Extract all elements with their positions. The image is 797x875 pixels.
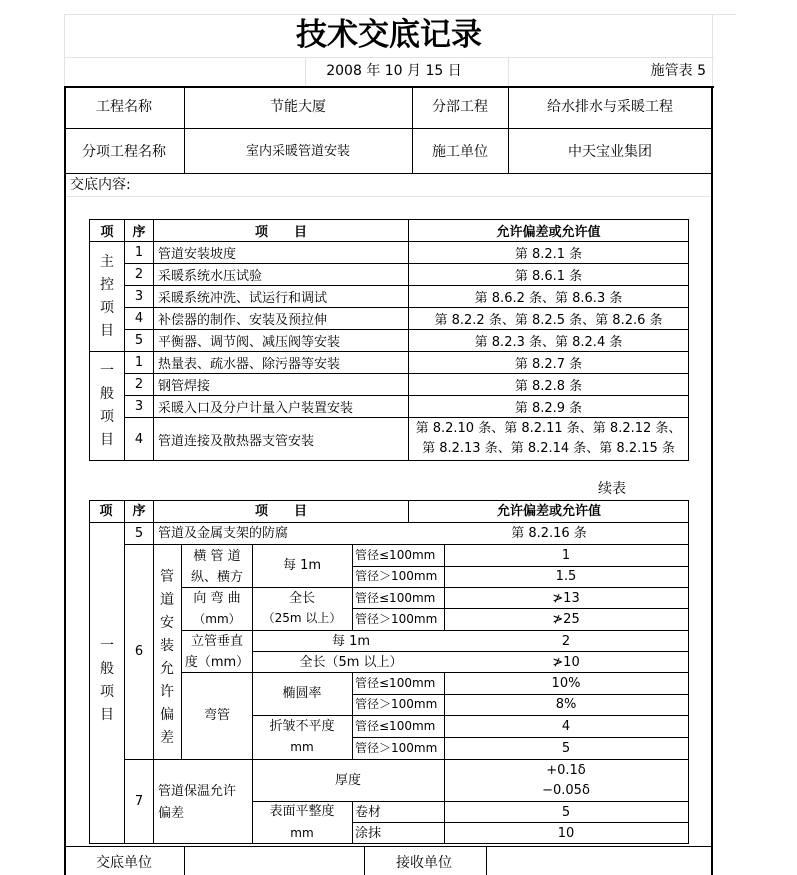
table2-header-item: 项 目: [254, 504, 308, 519]
horiz-label-line: 纵、横方: [190, 570, 244, 585]
table-row-no: 4: [125, 418, 154, 461]
dia-le-label: 管径≤100mm: [355, 719, 436, 733]
per-1m-label: 每 1m: [282, 558, 322, 573]
table1-header-value: 允许偏差或允许值: [409, 220, 689, 242]
table-row-value: 第 8.2.3 条、第 8.2.4 条: [409, 330, 689, 352]
content-label: 交底内容:: [70, 177, 131, 193]
bend-value: 8%: [555, 697, 577, 712]
full-length-sub: （25m 以上）: [262, 611, 342, 625]
table-row-no: 3: [125, 286, 154, 308]
table2-header-value: 允许偏差或允许值: [496, 504, 602, 519]
group-main-control: 主控项目: [90, 242, 125, 352]
table-row-value: [409, 418, 689, 461]
paint-value: 10: [557, 826, 575, 841]
surface-unit: mm: [290, 826, 314, 840]
date-text: 2008 年 10 月 15 日: [326, 63, 462, 79]
contractor-label: 施工单位: [432, 144, 488, 160]
group-general: 一般项目: [90, 352, 125, 461]
page-title: 技术交底记录: [296, 17, 482, 53]
table-row-item: 补偿器的制作、安装及预拉伸: [154, 308, 409, 330]
vert-per-1m: 每 1m: [331, 634, 371, 649]
wrinkle-unit: mm: [290, 740, 314, 754]
bend-value: 4: [561, 719, 571, 734]
table-row-no: 1: [125, 352, 154, 374]
dia-le-label: 管径≤100mm: [355, 548, 436, 562]
row5-item: 管道及金属支架的防腐: [158, 526, 289, 541]
table-row-item: 热量表、疏水器、除污器等安装: [154, 352, 409, 374]
table-row-no: 4: [125, 308, 154, 330]
dia-gt-label: 管径＞100mm: [355, 569, 438, 583]
table-row-value: 第 8.2.1 条: [409, 242, 689, 264]
table-row-item: 平衡器、调节阀、减压阀等安装: [154, 330, 409, 352]
project-name-value: 节能大厦: [270, 99, 326, 115]
table-row-item: 管道安装坡度: [154, 242, 409, 264]
thickness-value: +0.1δ: [546, 763, 586, 778]
table-row-no: 2: [125, 264, 154, 286]
value-line-1: 第 8.2.10 条、第 8.2.11 条、第 8.2.12 条、: [415, 421, 682, 436]
horiz-label-line: 横 管 道: [193, 549, 241, 564]
table1-header-item: 项 目: [154, 220, 409, 242]
continued-label: 续表: [598, 481, 626, 497]
row7-label-line: 偏差: [158, 806, 185, 821]
row6-label: 管道安装允许偏差: [160, 569, 174, 746]
table2-header-no: 序: [132, 504, 146, 519]
bend-value: 5: [561, 741, 571, 756]
table-row-no: 1: [125, 242, 154, 264]
surface-label: 表面平整度: [269, 804, 335, 819]
receiver-unit-label: 接收单位: [396, 855, 452, 871]
table-row-value: 第 8.6.1 条: [409, 264, 689, 286]
table-row-item: 采暖入口及分户计量入户装置安装: [154, 396, 409, 418]
row5-no: 5: [134, 526, 144, 541]
table-row-item: 钢管焊接: [154, 374, 409, 396]
table-row-item: 采暖系统水压试验: [154, 264, 409, 286]
full-length-label: 全长: [288, 591, 316, 606]
dia-gt-label: 管径＞100mm: [355, 612, 438, 626]
table-row-value: 第 8.6.2 条、第 8.6.3 条: [409, 286, 689, 308]
row7-no: 7: [134, 794, 144, 809]
table-row-value: 第 8.2.7 条: [409, 352, 689, 374]
table-row-value: 第 8.2.2 条、第 8.2.5 条、第 8.2.6 条: [409, 308, 689, 330]
project-name-label: 工程名称: [96, 99, 152, 115]
row5-value: 第 8.2.16 条: [511, 526, 587, 541]
subitem-value: 室内采暖管道安装: [245, 144, 351, 159]
dia-le-label: 管径≤100mm: [355, 591, 436, 605]
ellipse-label: 椭圆率: [282, 686, 322, 701]
dia-gt-label: 管径＞100mm: [355, 697, 438, 711]
handover-unit-label: 交底单位: [96, 855, 152, 871]
table-row-item: 采暖系统冲洗、试运行和调试: [154, 286, 409, 308]
form-number: 施管表 5: [650, 63, 706, 79]
table2-header-category: 项: [99, 504, 113, 519]
group-general-2: 一般项目: [100, 638, 114, 723]
horiz-value: ≯25: [552, 612, 580, 627]
division-label: 分部工程: [432, 99, 488, 115]
vert-label-line: 度（mm）: [184, 655, 250, 670]
thickness-label: 厚度: [334, 773, 362, 788]
table-row-no: 3: [125, 396, 154, 418]
contractor-value: 中天宝业集团: [568, 144, 652, 160]
value-line-2: 第 8.2.13 条、第 8.2.14 条、第 8.2.15 条: [422, 441, 675, 456]
dia-le-label: 管径≤100mm: [355, 676, 436, 690]
vert-value: ≯10: [552, 655, 580, 670]
vert-full-length: 全长（5m 以上）: [299, 655, 403, 670]
vert-value: 2: [561, 634, 571, 649]
division-value: 给水排水与采暖工程: [547, 99, 673, 115]
table-row-no: 5: [125, 330, 154, 352]
tolerance-table-1: [89, 219, 689, 461]
row6-no: 6: [134, 644, 144, 659]
table1-header-category: 项: [90, 220, 125, 242]
row7-label-line: 管道保温允许: [158, 784, 237, 799]
horiz-label-line: （mm）: [193, 612, 241, 626]
table-row-value: 第 8.2.9 条: [409, 396, 689, 418]
tolerance-table-2: [89, 500, 689, 845]
table-row-no: 2: [125, 374, 154, 396]
horiz-value: 1.5: [555, 569, 577, 584]
bend-value: 10%: [551, 676, 581, 691]
vert-label-line: 立管垂直: [190, 634, 244, 649]
table-row-value: 第 8.2.8 条: [409, 374, 689, 396]
paint-label: 涂抹: [355, 826, 382, 841]
bend-label: 弯管: [203, 708, 231, 723]
roll-label: 卷材: [355, 805, 382, 820]
horiz-value: 1: [561, 548, 571, 563]
dia-gt-label: 管径＞100mm: [355, 741, 438, 755]
table1-header-no: 序: [125, 220, 154, 242]
subitem-label: 分项工程名称: [82, 144, 166, 160]
wrinkle-label: 折皱不平度: [269, 719, 335, 734]
table-row-item: 管道连接及散热器支管安装: [154, 418, 409, 461]
horiz-label-line: 向 弯 曲: [193, 591, 241, 606]
roll-value: 5: [561, 805, 571, 820]
horiz-value: ≯13: [552, 591, 580, 606]
thickness-value: −0.05δ: [542, 783, 590, 798]
